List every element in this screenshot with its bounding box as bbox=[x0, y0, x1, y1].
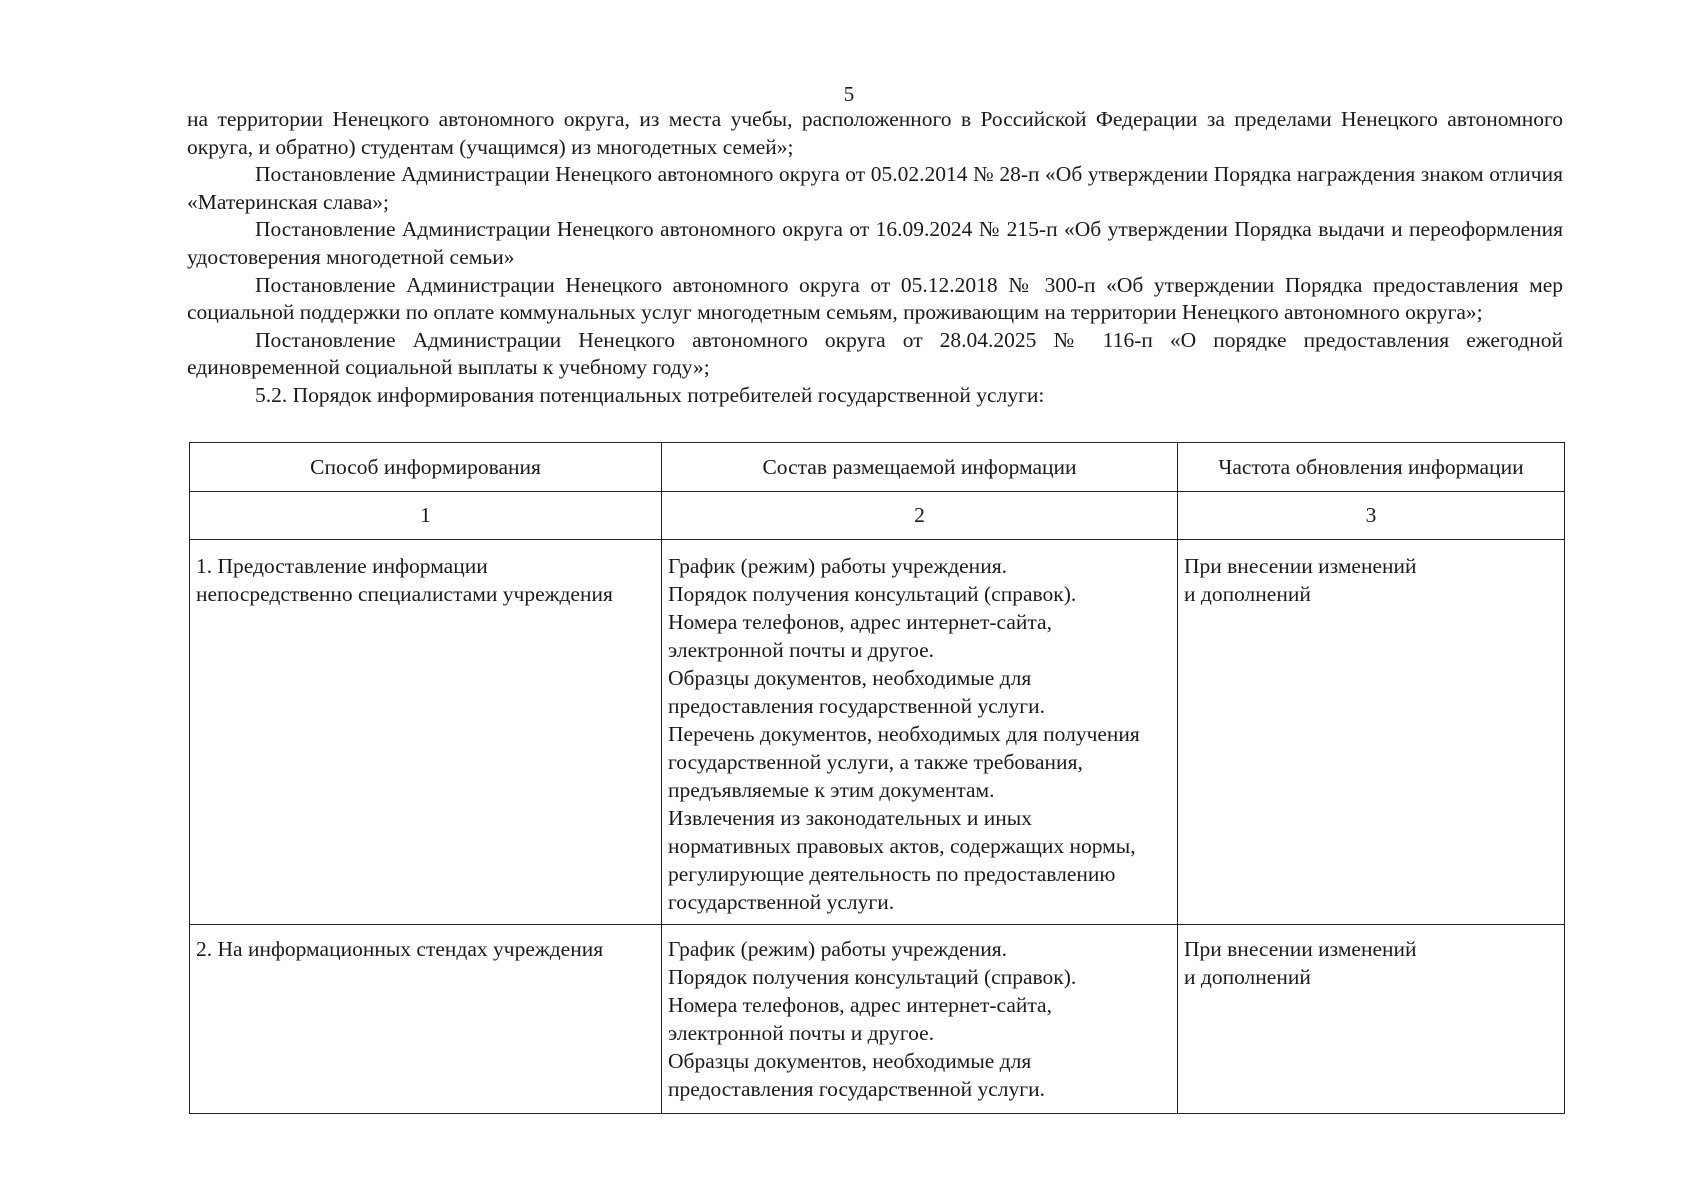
cell-line: Перечень документов, необходимых для получения bbox=[668, 722, 1140, 746]
cell-line: Номера телефонов, адрес интернет-сайта, bbox=[668, 993, 1052, 1017]
cell-line: нормативных правовых актов, содержащих нормы, bbox=[668, 834, 1136, 858]
cell-line: Образцы документов, необходимые для bbox=[668, 1049, 1032, 1073]
cell-line: График (режим) работы учреждения. bbox=[668, 937, 1007, 961]
cell-line: государственной услуги, а также требования, bbox=[668, 750, 1083, 774]
table-header-row bbox=[190, 443, 1565, 492]
content-cell bbox=[662, 925, 1178, 1114]
cell-line: предоставления государственной услуги. bbox=[668, 694, 1045, 718]
header-frequency: Частота обновления информации bbox=[1178, 443, 1565, 492]
paragraph: Постановление Администрации Ненецкого автономного округа от 28.04.2025 № 116-п «О порядке предоставления ежегодной единовременной социальной выплаты к учебному году»; bbox=[187, 327, 1563, 380]
cell-line: 2. На информационных стендах учреждения bbox=[196, 937, 604, 961]
cell-line: Порядок получения консультаций (справок). bbox=[668, 965, 1077, 989]
table-row bbox=[190, 540, 1565, 925]
section-heading: 5.2. Порядок информирования потенциальных потребителей государственной услуги: bbox=[255, 382, 1045, 407]
cell-line: непосредственно специалистами учреждения bbox=[196, 582, 613, 606]
cell-line: Номера телефонов, адрес интернет-сайта, bbox=[668, 610, 1052, 634]
cell-line: Извлечения из законодательных и иных bbox=[668, 806, 1032, 830]
column-number: 2 bbox=[662, 492, 1178, 540]
cell-line: и дополнений bbox=[1184, 582, 1311, 606]
information-table bbox=[189, 442, 1565, 1114]
table-row bbox=[190, 925, 1565, 1114]
cell-line: График (режим) работы учреждения. bbox=[668, 554, 1007, 578]
page-number: 5 bbox=[843, 82, 855, 106]
content-cell bbox=[662, 540, 1178, 925]
cell-line: предъявляемые к этим документам. bbox=[668, 778, 995, 802]
cell-line: При внесении изменений bbox=[1184, 554, 1417, 578]
paragraph: на территории Ненецкого автономного округа, из места учебы, расположенного в Российской Федерации за пределами Ненецкого автономного округа, и обратно) студентам (учащимся) из многодетных семей»; bbox=[187, 107, 1563, 159]
cell-line: электронной почты и другое. bbox=[668, 1021, 935, 1045]
cell-line: При внесении изменений bbox=[1184, 937, 1417, 961]
paragraph: Постановление Администрации Ненецкого автономного округа от 16.09.2024 № 215-п «Об утверждении Порядка выдачи и переоформления удостоверения многодетной семьи» bbox=[187, 217, 1563, 269]
column-number: 3 bbox=[1178, 492, 1565, 540]
paragraph: Постановление Администрации Ненецкого автономного округа от 05.12.2018 № 300-п «Об утверждении Порядка предоставления мер социальной поддержки по оплате коммунальных услуг многодетным семьям, проживающим на территории Ненецкого автономного округа»; bbox=[187, 272, 1563, 325]
cell-line: предоставления государственной услуги. bbox=[668, 1077, 1045, 1101]
frequency-cell bbox=[1178, 925, 1565, 1114]
cell-line: 1. Предоставление информации bbox=[196, 554, 488, 578]
cell-line: регулирующие деятельность по предоставлению bbox=[668, 862, 1116, 886]
column-number: 1 bbox=[190, 492, 662, 540]
header-method: Способ информирования bbox=[190, 443, 662, 492]
method-cell bbox=[190, 925, 662, 1114]
cell-line: электронной почты и другое. bbox=[668, 638, 935, 662]
header-content: Состав размещаемой информации bbox=[662, 443, 1178, 492]
frequency-cell bbox=[1178, 540, 1565, 925]
method-cell bbox=[190, 540, 662, 925]
cell-line: Порядок получения консультаций (справок). bbox=[668, 582, 1077, 606]
cell-line: и дополнений bbox=[1184, 965, 1311, 989]
cell-line: Образцы документов, необходимые для bbox=[668, 666, 1032, 690]
column-number-row bbox=[190, 492, 1565, 540]
body-text bbox=[187, 106, 1563, 410]
paragraph: Постановление Администрации Ненецкого автономного округа от 05.02.2014 № 28-п «Об утверждении Порядка награждения знаком отличия «Материнская слава»; bbox=[187, 162, 1563, 214]
cell-line: государственной услуги. bbox=[668, 890, 895, 914]
